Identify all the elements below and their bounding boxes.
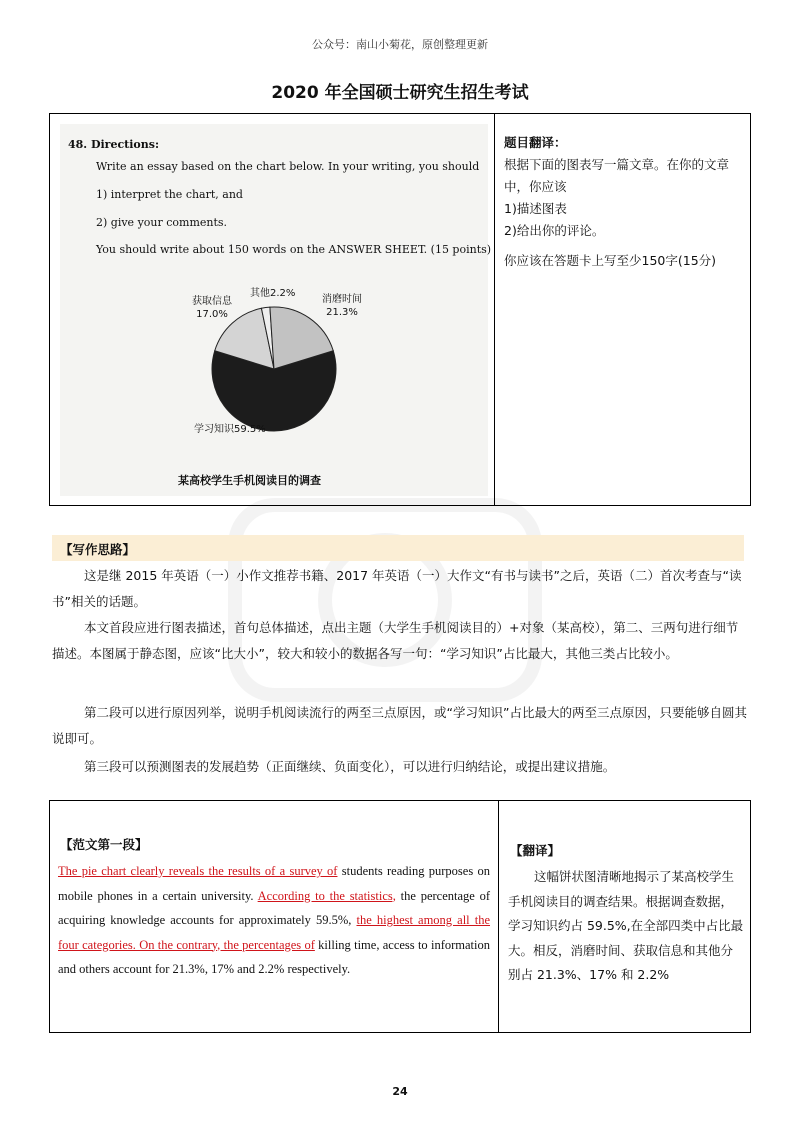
model-seg: the percentage of acquiring knowledge accounts for approximately 59.5%, [58,888,491,927]
model-paragraph [58,859,490,982]
model-seg-highlight: The pie chart clearly reveals the results of a survey of [58,864,338,878]
writing-tips-heading: 【写作思路】 [60,542,136,557]
pie-svg [60,289,488,469]
translation-heading: 题目翻译： [504,135,567,150]
directions-heading: 48. Directions: [68,138,160,151]
directions-line: Write an essay based on the chart below. In your writing, you should [96,160,480,173]
translation-line: 你应该在答题卡上写至少150字(15分) [504,253,717,268]
translation-line: 1)描述图表 [504,201,567,216]
directions-line: You should write about 150 words on the ANSWER SHEET. (15 points) [96,243,492,256]
model-essay-table [49,800,751,1033]
pie-label-info: 获取信息 17.0% [192,296,232,320]
tips-paragraph-4: 第三段可以预测图表的发展趋势（正面继续、负面变化），可以进行归纳结论，或提出建议措施。 [84,759,616,774]
model-seg: students reading purposes on mobile phones in a certain university. [58,864,490,903]
model-seg-highlight: the highest among all the four categories. On the contrary, the percentages of [58,913,490,952]
translation-line: 根据下面的图表写一篇文章。在你的文章中，你应该 [504,157,730,194]
tips-paragraph-2: 本文首段应进行图表描述，首句总体描述，点出主题（大学生手机阅读目的）+对象（某高校），第二、三两句进行细节描述。本图属于静态图，应该“比大小”，较大和较小的数据各写一句：“学习知识”占比最大，其他三类占比较小。 [52,620,739,661]
page-number: 24 [392,1085,408,1098]
pie-label-other: 其他2.2% [250,288,296,299]
pie-chart [60,289,488,499]
model-heading: 【范文第一段】 [60,837,148,852]
page-title: 2020 年全国硕士研究生招生考试 [271,83,529,103]
model-translation: 这幅饼状图清晰地揭示了某高校学生手机阅读目的调查结果。根据调查数据，学习知识约占 59.5%,在全部四类中占比最大。相反，消磨时间、获取信息和其他分别占 21.3%、17% 和 2.2% [508,869,744,982]
model-seg: killing time, access to information and others account for 21.3%, 17% and 2.2% respectively. [58,937,490,976]
model-seg-highlight: According to the statistics, [257,888,396,903]
pie-label-study: 学习知识59.5% [194,424,266,435]
question-scan [60,124,492,496]
writing-tips-heading-band [52,535,744,561]
pie-label-kill-time: 消磨时间 21.3% [322,294,362,318]
chart-caption: 某高校学生手机阅读目的调查 [178,474,321,487]
model-translation-heading: 【翻译】 [510,843,561,858]
tips-paragraph-3: 第二段可以进行原因列举，说明手机阅读流行的两至三点原因，或“学习知识”占比最大的两至三点原因，只要能够自圆其说即可。 [52,705,747,746]
question-table [49,113,751,506]
directions-line: 1) interpret the chart, and [96,188,243,201]
table-divider [498,801,499,1032]
directions-line: 2) give your comments. [96,216,228,229]
header-source: 公众号：南山小菊花，原创整理更新 [312,38,488,51]
tips-paragraph-1: 这是继 2015 年英语（一）小作文推荐书籍、2017 年英语（一）大作文“有书与读书”之后，英语（二）首次考查与“读书”相关的话题。 [52,568,742,609]
translation-line: 2)给出你的评论。 [504,223,605,238]
table-divider [494,114,495,505]
question-translation [504,132,744,272]
